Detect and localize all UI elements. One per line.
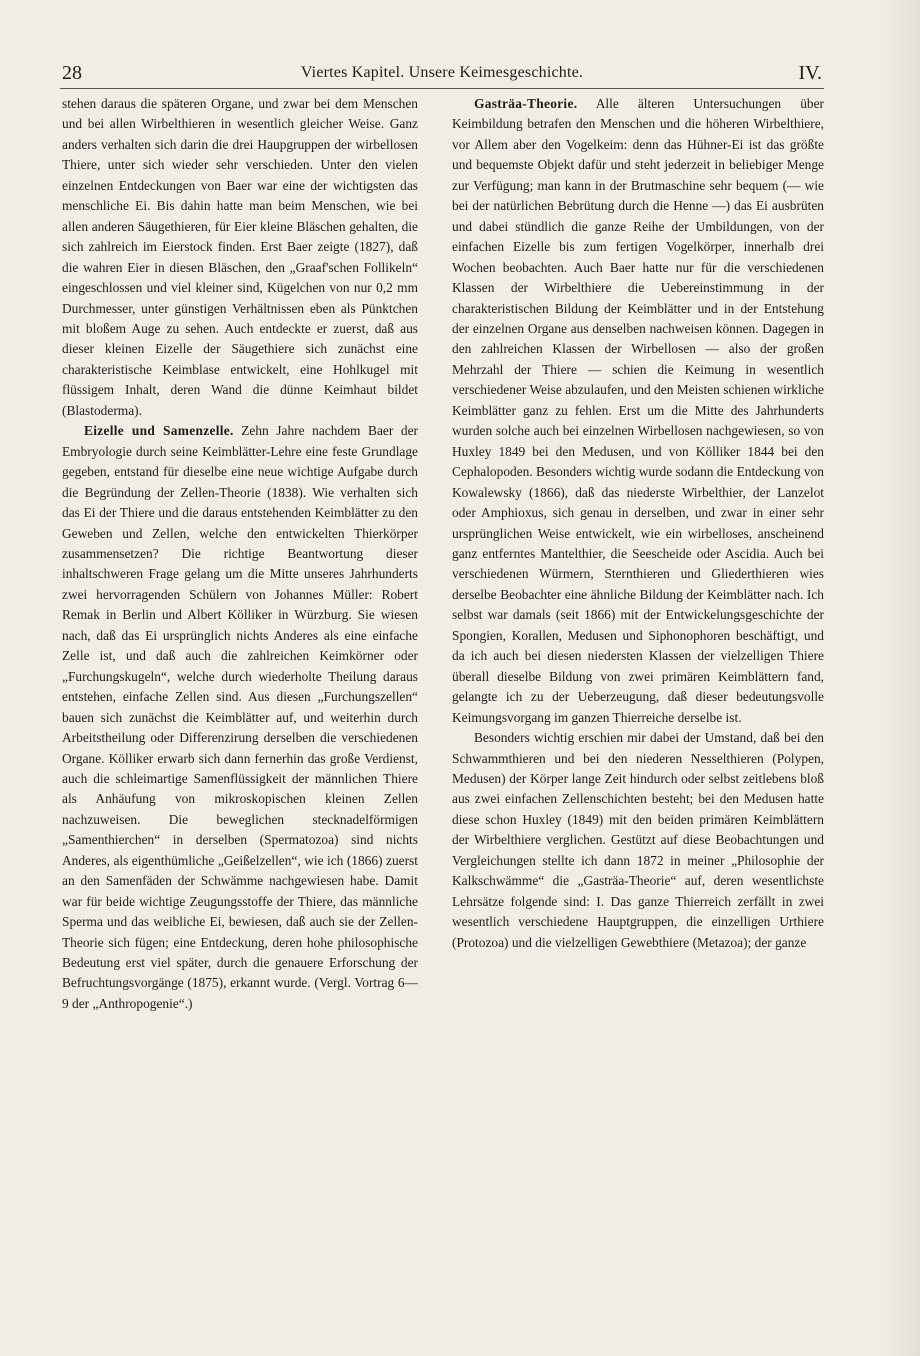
running-header — [62, 62, 822, 88]
binding-shadow — [880, 0, 920, 1356]
section-heading-eizelle: Eizelle und Samenzelle. — [84, 423, 234, 439]
paragraph-continuation: stehen daraus die späteren Organe, und zwar bei dem Menschen und bei allen Wirbelthieren in wesentlich gleicher Weise. Ganz anders verhalten sich darin die drei Haupgruppen der wirbellosen Thiere, unter sich wieder sehr verschieden. Unter den vielen einzelnen Entdeckungen von Baer war eine der wichtigsten das menschliche Ei. Bis dahin hatte man beim Menschen, wie bei allen anderen Säugethieren, für Eier kleine Bläschen gehalten, die sich zahlreich im Eierstock finden. Erst Baer zeigte (1827), daß die wahren Eier in diesen Bläschen, den „Graaf'schen Follikeln“ eingeschlossen und viel kleiner sind, Kügelchen von nur 0,2 mm Durchmesser, unter günstigen Verhältnissen eben als Pünktchen mit bloßem Auge zu sehen. Auch entdeckte er zuerst, daß aus dieser kleinen Eizelle der Säugethiere sich zunächst eine charakteristische Keimblase entwickelt, eine Hohlkugel mit flüssigem Inhalt, deren Wand die dünne Keimhaut bildet (Blastoderma). — [62, 96, 418, 418]
chapter-number: IV. — [798, 62, 822, 84]
paragraph-eizelle — [62, 421, 418, 1014]
page-number: 28 — [62, 62, 82, 84]
paragraph-gastraea — [452, 94, 824, 728]
header-rule — [60, 88, 824, 89]
paragraph-gastraea-body: Alle älteren Untersuchungen über Keimbildung betrafen den Menschen und die höheren Wirbelthiere, vor Allem aber den Vogelkeim: denn das Hühner-Ei ist das größte und bequemste Objekt dafür und steht jederzeit in beliebiger Menge zur Verfügung; man kann in der Brutmaschine sehr bequem (— wie bei der natürlichen Bebrütung durch die Henne —) das Ei ausbrüten und dabei stündlich die ganze Reihe der Umbildungen, von der einfachen Eizelle bis zum fertigen Vogelkörper, innerhalb drei Wochen beobachten. Auch Baer hatte nur für die verschiedenen Klassen der Wirbelthiere die Uebereinstimmung in der charakteristischen Bildung der Keimblätter und in der Entstehung der einzelnen Organe aus denselben nachweisen können. Dagegen in den zahlreichen Klassen der Wirbellosen — also der großen Mehrzahl der Thiere — schien die Keimung in wesentlich verschiedener Weise abzulaufen, und den Meisten schienen wirkliche Keimblätter ganz zu fehlen. Erst um die Mitte des Jahrhunderts wurden solche auch bei einzelnen Wirbellosen nachgewiesen, so von Huxley 1849 bei den Medusen, und von Kölliker 1844 bei den Cephalopoden. Besonders wichtig wurde sodann die Entdeckung von Kowalewsky (1866), daß das niederste Wirbelthier, der Lanzelot oder Amphioxus, sich genau in derselben, und zwar in einer sehr ursprünglichen Weise entwickelt, wie ein wirbelloses, anscheinend ganz entferntes Mantelthier, die Seescheide oder Ascidia. Auch bei verschiedenen Würmern, Sternthieren und Gliederthieren wies derselbe Beobachter eine ähnliche Bildung der Keimblätter nach. Ich selbst war damals (seit 1866) mit der Entwickelungsgeschichte der Spongien, Korallen, Medusen und Siphonophoren beschäftigt, und da ich auch bei diesen niedersten Klassen der vielzelligen Thiere überall dieselbe Bildung von zwei primären Keimblättern fand, gelangte ich zu der Ueberzeugung, daß dieser bedeutungsvolle Keimungsvorgang im ganzen Thierreiche derselbe ist. — [452, 96, 824, 725]
paragraph-besonders: Besonders wichtig erschien mir dabei der Umstand, daß bei den Schwammthieren und bei den niederen Nesselthieren (Polypen, Medusen) der Körper lange Zeit hindurch oder selbst zeitlebens bloß aus zwei einfachen Zellenschichten besteht; bei den Medusen hatte diese schon Huxley (1849) mit den beiden primären Keimblättern der Wirbelthiere verglichen. Gestützt auf diese Beobachtungen und Vergleichungen stellte ich dann 1872 in meiner „Philosophie der Kalkschwämme“ die „Gasträa-Theorie“ auf, deren wesentlichste Lehrsätze folgende sind: I. Das ganze Thierreich zerfällt in zwei wesentlich verschiedene Hauptgruppen, die einzelligen Urthiere (Protozoa) und die vielzelligen Gewebthiere (Metazoa); der ganze — [452, 730, 824, 950]
right-column — [452, 94, 824, 1274]
section-heading-gastraea: Gasträa-Theorie. — [474, 96, 578, 111]
paragraph-eizelle-body: Zehn Jahre nachdem Baer der Embryologie durch seine Keimblätter-Lehre eine feste Grundlage gegeben, entstand für dieselbe eine neue wichtige Aufgabe durch die Begründung der Zellen-Theorie (1838). Wie verhalten sich das Ei der Thiere und die daraus entstehenden Keimblätter zu den Geweben und Zellen, welche den entwickelten Thierkörper zusammensetzen? Die richtige Beantwortung dieser inhaltschweren Frage gelang um die Mitte unseres Jahrhunderts zwei hervorragenden Schülern von Johannes Müller: Robert Remak in Berlin und Albert Kölliker in Würzburg. Sie wiesen nach, daß das Ei ursprünglich nichts Anderes als eine einfache Zelle ist, und daß auch die zahlreichen Keimkörner oder „Furchungskugeln“, welche durch wiederholte Theilung daraus entstehen, einfache Zellen sind. Aus diesen „Furchungszellen“ bauen sich zunächst die Keimblätter auf, und weiterhin durch Arbeitstheilung oder Differenzirung derselben die verschiedenen Organe. Kölliker erwarb sich dann fernerhin das große Verdienst, auch die schleimartige Samenflüssigkeit der männlichen Thiere als Anhäufung von mikroskopischen kleinen Zellen nachzuweisen. Die beweglichen stecknadelförmigen „Samenthierchen“ in derselben (Spermatozoa) sind nichts Anderes, als eigenthümliche „Geißelzellen“, wie ich (1866) zuerst an den Samenfäden der Schwämme nachgewiesen habe. Damit war für beide wichtige Zeugungsstoffe der Thiere, das männliche Sperma und das weibliche Ei, bewiesen, daß auch sie der Zellen-Theorie sich fügen; eine Entdeckung, deren hohe philosophische Bedeutung erst viel später, durch die genauere Erforschung der Befruchtungsvorgänge (1875), erkannt wurde. (Vergl. Vortrag 6—9 der „Anthropogenie“.) — [62, 423, 418, 1011]
running-title: Viertes Kapitel. Unsere Keimesgeschichte. — [300, 64, 584, 81]
left-column — [62, 94, 418, 1274]
